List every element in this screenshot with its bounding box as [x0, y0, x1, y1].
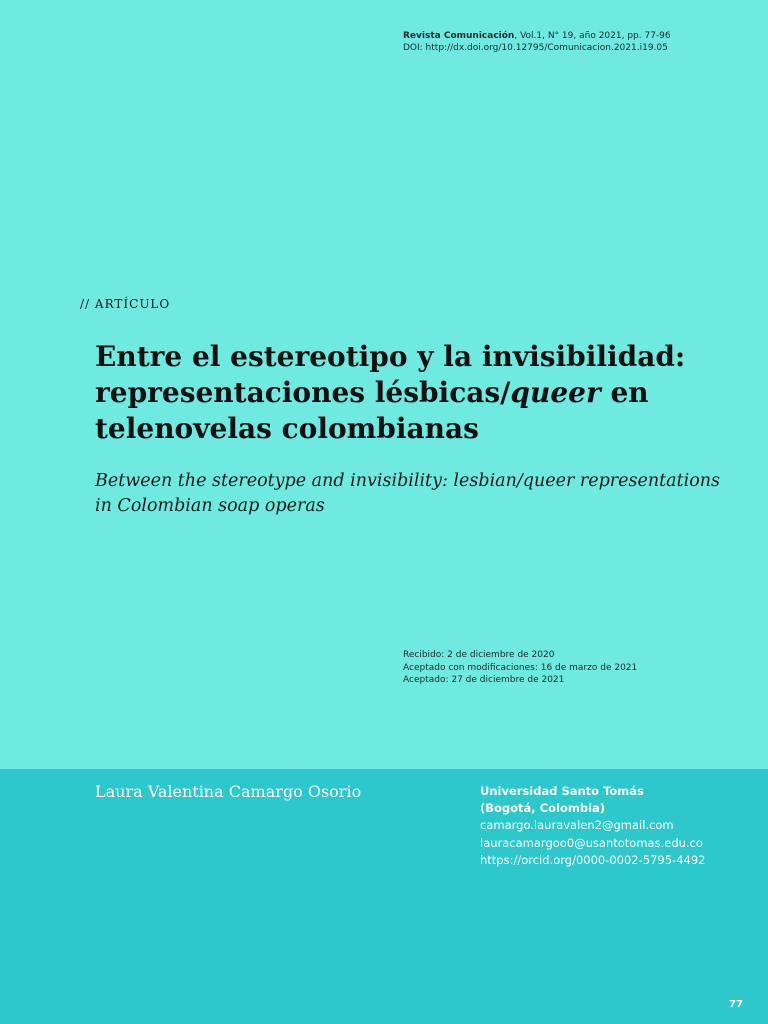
- section-label: // ARTÍCULO: [80, 297, 171, 311]
- date-accepted-modifications: Aceptado con modificaciones: 16 de marzo de 2021: [403, 662, 638, 673]
- date-accepted: Aceptado: 27 de diciembre de 2021: [403, 675, 565, 685]
- page-number: 77: [729, 999, 743, 1010]
- journal-issue: , Vol.1, N° 19, año 2021, pp. 77-96: [514, 31, 671, 41]
- title-line-2-italic: queer: [510, 376, 601, 409]
- title-line-2a: representaciones lésbicas/: [95, 376, 511, 409]
- journal-info: [403, 30, 671, 54]
- journal-name: Revista Comunicación: [403, 31, 515, 41]
- institution-location: (Bogotá, Colombia): [480, 801, 606, 816]
- journal-doi: DOI: http://dx.doi.org/10.12795/Comunicacion.2021.i19.05: [403, 43, 668, 53]
- journal-citation: [403, 30, 671, 42]
- author-orcid: https://orcid.org/0000-0002-5795-4492: [480, 852, 706, 867]
- title-line-3: telenovelas colombianas: [95, 412, 479, 445]
- title-line-1: Entre el estereotipo y la invisibilidad:: [95, 340, 686, 373]
- author-name: Laura Valentina Camargo Osorio: [95, 782, 362, 801]
- article-title: [95, 339, 735, 447]
- author-affiliation: [480, 783, 705, 869]
- date-received: Recibido: 2 de diciembre de 2020: [403, 650, 555, 660]
- author-email-2: lauracamargoo0@usantotomas.edu.co: [480, 835, 703, 850]
- submission-dates: [403, 649, 637, 687]
- institution: Universidad Santo Tomás: [480, 784, 644, 798]
- author-email-1: camargo.lauravalen2@gmail.com: [480, 818, 674, 833]
- english-subtitle: Between the stereotype and invisibility: lesbian/queer representations in Colombian soap operas: [95, 471, 721, 516]
- title-line-2b: en: [600, 376, 649, 409]
